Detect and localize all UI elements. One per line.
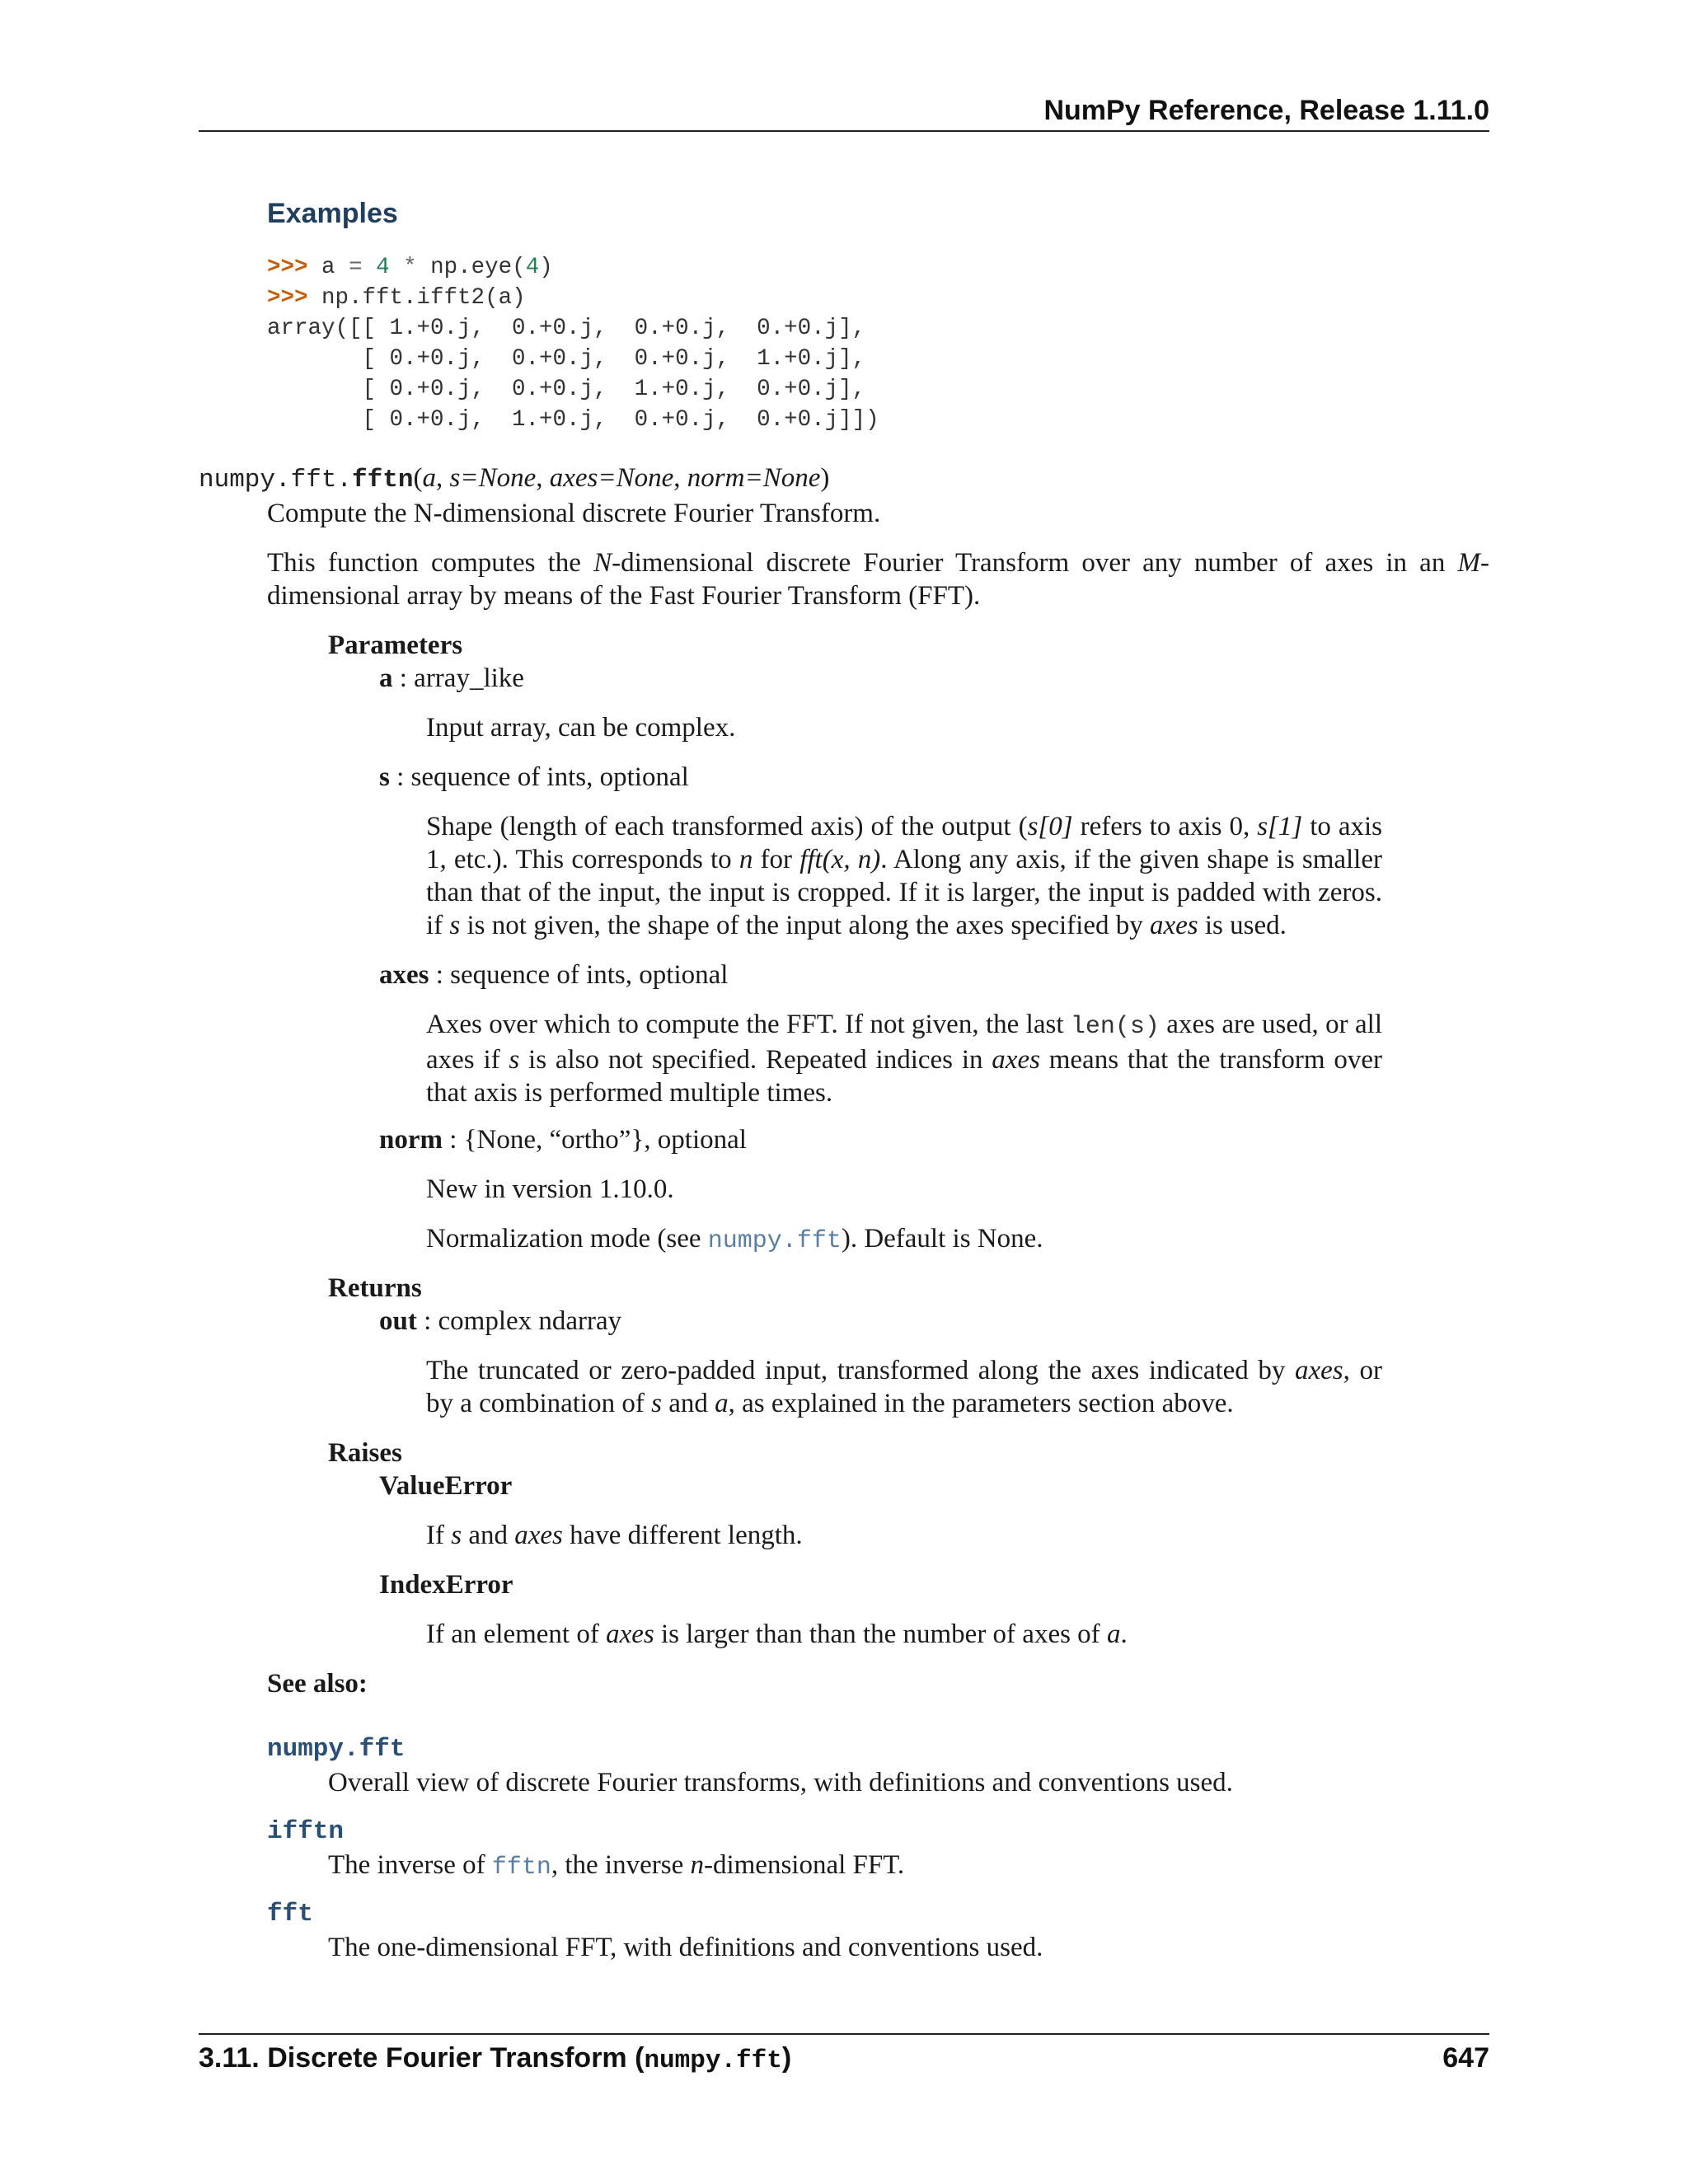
raises-indexerror-desc: If an element of axes is larger than than the number of axes of a. — [426, 1619, 1128, 1649]
param-s-desc: Shape (length of each transformed axis) of the output (s[0] refers to axis 0, s[1] to axis 1, etc.). This corresponds to n for fft(x, n). Along any axis, if the given shape is smaller than that of the input, the input is cropped. If it is larger, the input is padded with zeros. if s is not given, the shape of the input along the axes specified by axes is used. — [426, 812, 1382, 940]
returns-heading: Returns — [328, 1273, 422, 1303]
page-number: 647 — [1442, 2042, 1489, 2074]
see-also-link-numpy-fft[interactable]: numpy.fft — [267, 1735, 406, 1764]
see-also-link-ifftn[interactable]: ifftn — [267, 1817, 345, 1846]
returns-desc: The truncated or zero-padded input, transformed along the axes indicated by axes, or by a combination of s and a, as explained in the parameters section above. — [426, 1356, 1382, 1418]
see-also-desc-ifftn: The inverse of fftn, the inverse n-dimensional FFT. — [328, 1850, 905, 1882]
code-output-line: [ 0.+0.j, 0.+0.j, 0.+0.j, 1.+0.j], — [267, 346, 866, 372]
param-axes-desc: Axes over which to compute the FFT. If not given, the last len(s) axes are used, or all axes if s is also not specified. Repeated indices in axes means that the transform over that axis is performed multiple times. — [426, 1010, 1382, 1108]
footer-section-title: 3.11. Discrete Fourier Transform (numpy.fft) — [199, 2042, 792, 2075]
param-s-term: s : sequence of ints, optional — [379, 762, 689, 792]
code-output-line: [ 0.+0.j, 1.+0.j, 0.+0.j, 0.+0.j]]) — [267, 407, 879, 433]
param-a-desc: Input array, can be complex. — [426, 713, 736, 743]
header-title: NumPy Reference, Release 1.11.0 — [1043, 95, 1489, 126]
param-norm-term: norm : {None, “ortho”}, optional — [379, 1125, 747, 1155]
param-norm-version: New in version 1.10.0. — [426, 1174, 674, 1204]
raises-valueerror-desc: If s and axes have different length. — [426, 1521, 803, 1550]
raises-valueerror-term: ValueError — [379, 1471, 513, 1501]
numpy-fft-link[interactable]: numpy.fft — [707, 1227, 842, 1255]
raises-heading: Raises — [328, 1438, 402, 1468]
returns-term: out : complex ndarray — [379, 1306, 622, 1336]
function-summary: Compute the N-dimensional discrete Fourier Transform. — [267, 499, 881, 528]
footer-rule — [199, 2033, 1489, 2035]
see-also-desc-fft: The one-dimensional FFT, with definitions and conventions used. — [328, 1933, 1043, 1962]
raises-indexerror-term: IndexError — [379, 1570, 513, 1600]
code-output-line: [ 0.+0.j, 0.+0.j, 1.+0.j, 0.+0.j], — [267, 377, 866, 402]
param-axes-term: axes : sequence of ints, optional — [379, 960, 729, 990]
code-output-line: array([[ 1.+0.j, 0.+0.j, 0.+0.j, 0.+0.j], — [267, 316, 866, 341]
code-block — [267, 252, 879, 435]
see-also-desc-numpy-fft: Overall view of discrete Fourier transforms, with definitions and conventions used. — [328, 1768, 1233, 1797]
code-line: >>> np.fft.ifft2(a) — [267, 285, 526, 311]
param-a-term: a : array_like — [379, 663, 524, 693]
function-description: This function computes the N-dimensional discrete Fourier Transform over any number of axes in an M-dimensional array by means of the Fast Fourier Transform (FFT). — [267, 548, 1489, 611]
see-also-link-fft[interactable]: fft — [267, 1900, 313, 1929]
param-norm-desc: Normalization mode (see numpy.fft). Default is None. — [426, 1224, 1043, 1255]
function-name: fftn — [352, 466, 414, 494]
parameters-heading: Parameters — [328, 630, 463, 660]
fftn-link[interactable]: fftn — [491, 1854, 551, 1882]
examples-heading: Examples — [267, 198, 398, 229]
page-header — [199, 92, 1489, 132]
see-also-heading: See also: — [267, 1669, 368, 1699]
function-signature: numpy.fft.fftn(a, s=None, axes=None, norm=None) — [199, 463, 830, 494]
code-line: >>> a = 4 * np.eye(4) — [267, 255, 553, 280]
